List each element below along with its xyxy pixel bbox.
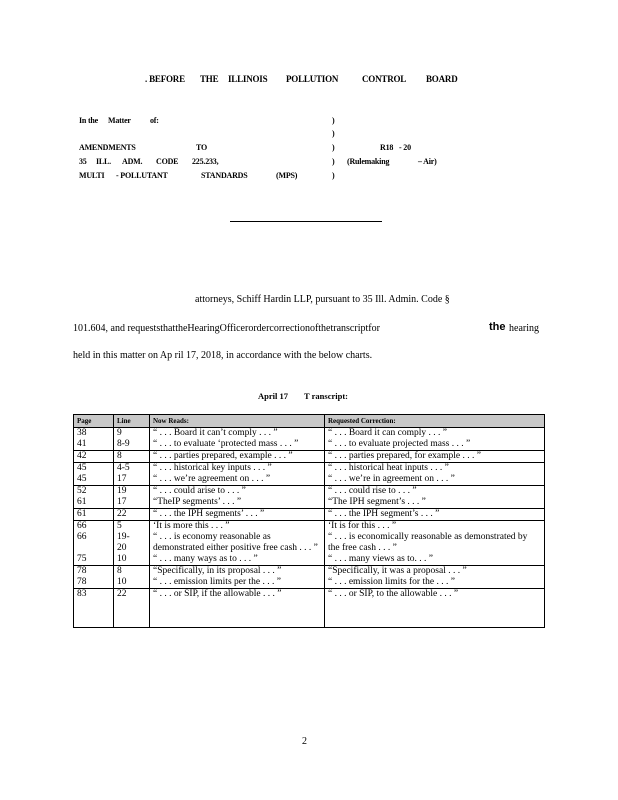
cell-line: 17	[114, 497, 150, 509]
cell-now-reads: “ . . . the IPH segments’ . . . ”	[150, 509, 325, 521]
header-word-illinois: ILLINOIS	[228, 74, 268, 84]
cell-requested-correction: “The IPH segment’s . . . ”	[325, 497, 545, 509]
cell-now-reads: “ . . . Board it can’t comply . . . ”	[150, 428, 325, 440]
cell-page: 83	[74, 589, 114, 628]
caption-amendments: AMENDMENTS	[79, 143, 136, 152]
caption-multi: MULTI	[79, 171, 105, 180]
header-word-the: THE	[200, 74, 219, 84]
cell-now-reads: “ . . . is economy reasonable as demonstrated either positive free cash . . . ”	[150, 532, 325, 554]
cell-now-reads: “TheIP segments’ . . . ”	[150, 497, 325, 509]
cell-page: 66	[74, 521, 114, 533]
caption-rulemaking: (Rulemaking	[347, 157, 390, 166]
cell-requested-correction: “Specifically, it was a proposal . . . ”	[325, 566, 545, 578]
table-row	[74, 439, 545, 451]
table-title-label: T ranscript:	[304, 391, 348, 401]
table-row	[74, 554, 545, 566]
header-requested-correction: Requested Correction:	[325, 415, 545, 428]
cell-line: 5	[114, 521, 150, 533]
cell-page: 78	[74, 566, 114, 578]
cell-now-reads: “ . . . emission limits per the . . . ”	[150, 577, 325, 589]
table-row	[74, 474, 545, 486]
caption-to: TO	[196, 143, 208, 152]
cell-requested-correction: “ . . . or SIP, to the allowable . . . ”	[325, 589, 545, 628]
cell-line: 8-9	[114, 439, 150, 451]
cell-page: 61	[74, 497, 114, 509]
cell-line: 8	[114, 451, 150, 463]
table-header-row	[74, 415, 545, 428]
page-number: 2	[302, 736, 307, 747]
header-page: Page	[74, 415, 114, 428]
cell-page: 52	[74, 486, 114, 498]
body-line-2b: the	[489, 321, 506, 333]
cell-now-reads: “ . . . to evaluate ‘protected mass . . . ”	[150, 439, 325, 451]
caption-section: 225.233,	[192, 157, 219, 166]
cell-now-reads: “Specifically, in its proposal . . . ”	[150, 566, 325, 578]
cell-requested-correction: “ . . . emission limits for the . . . ”	[325, 577, 545, 589]
cell-line: 8	[114, 566, 150, 578]
caption-paren: )	[332, 129, 335, 138]
cell-requested-correction: “ . . . parties prepared, for example . . . ”	[325, 451, 545, 463]
cell-requested-correction: “ . . . many views as to. . . ”	[325, 554, 545, 566]
caption-35: 35	[79, 157, 87, 166]
cell-now-reads: “ . . . could arise to . . . ”	[150, 486, 325, 498]
table-row	[74, 463, 545, 475]
caption-paren: )	[332, 157, 335, 166]
body-line-2a: 101.604, and requeststhattheHearingOfficerordercorrectionofthetranscriptfor	[73, 323, 380, 334]
caption-of: of:	[150, 116, 159, 125]
cell-page: 75	[74, 554, 114, 566]
cell-line: 9	[114, 428, 150, 440]
cell-requested-correction: “ . . . Board it can comply . . . ”	[325, 428, 545, 440]
cell-requested-correction: “ . . . we’re in agreement on . . . ”	[325, 474, 545, 486]
cell-requested-correction: “ . . . is economically reasonable as demonstrated by the free cash . . . ”	[325, 532, 545, 554]
cell-line: 10	[114, 554, 150, 566]
cell-page: 45	[74, 463, 114, 475]
caption-paren: )	[332, 143, 335, 152]
caption-paren: )	[332, 116, 335, 125]
cell-line: 22	[114, 509, 150, 521]
header-word-before: . BEFORE	[145, 74, 185, 84]
header-word-pollution: POLLUTION	[286, 74, 339, 84]
cell-requested-correction: “ . . . could rise to . . . ”	[325, 486, 545, 498]
cell-page: 66	[74, 532, 114, 554]
table-title-date: April 17	[258, 391, 288, 401]
transcript-corrections-table	[73, 414, 545, 628]
caption-pollutant: - POLLUTANT	[116, 171, 168, 180]
table-row	[74, 589, 545, 628]
caption-matter: Matter	[108, 116, 131, 125]
cell-requested-correction: “ . . . the IPH segment’s . . . ”	[325, 509, 545, 521]
cell-page: 78	[74, 577, 114, 589]
table-row	[74, 486, 545, 498]
caption-ill: ILL.	[96, 157, 111, 166]
cell-page: 42	[74, 451, 114, 463]
header-line: Line	[114, 415, 150, 428]
table-row	[74, 428, 545, 440]
cell-line: 17	[114, 474, 150, 486]
cell-now-reads: ‘It is more this . . . ”	[150, 521, 325, 533]
cell-now-reads: “ . . . we’re agreement on . . . ”	[150, 474, 325, 486]
cell-requested-correction: “ . . . to evaluate projected mass . . . ”	[325, 439, 545, 451]
cell-now-reads: “ . . . or SIP, if the allowable . . . ”	[150, 589, 325, 628]
table-row	[74, 521, 545, 533]
cell-now-reads: “ . . . many ways as to . . . ”	[150, 554, 325, 566]
caption-standards: STANDARDS	[201, 171, 248, 180]
cell-line: 22	[114, 589, 150, 628]
table-row	[74, 577, 545, 589]
cell-page: 61	[74, 509, 114, 521]
cell-page: 38	[74, 428, 114, 440]
cell-line: 10	[114, 577, 150, 589]
header-word-board: BOARD	[426, 74, 458, 84]
horizontal-rule	[230, 221, 382, 222]
caption-docket-num: - 20	[399, 143, 411, 152]
caption-mps: (MPS)	[276, 171, 298, 180]
cell-now-reads: “ . . . parties prepared, example . . . ”	[150, 451, 325, 463]
body-line-2c: hearing	[509, 323, 539, 334]
caption-air: – Air)	[418, 157, 437, 166]
cell-line: 19	[114, 486, 150, 498]
cell-page: 41	[74, 439, 114, 451]
table-row	[74, 497, 545, 509]
cell-page: 45	[74, 474, 114, 486]
cell-requested-correction: “ . . . historical heat inputs . . . ”	[325, 463, 545, 475]
body-line-3: held in this matter on Ap ril 17, 2018, in accordance with the below charts.	[73, 350, 373, 361]
cell-now-reads: “ . . . historical key inputs . . . ”	[150, 463, 325, 475]
table-row	[74, 566, 545, 578]
caption-adm: ADM.	[122, 157, 143, 166]
header-word-control: CONTROL	[362, 74, 407, 84]
cell-line: 4-5	[114, 463, 150, 475]
cell-line: 19- 20	[114, 532, 150, 554]
table-row	[74, 509, 545, 521]
caption-paren: )	[332, 171, 335, 180]
table-row	[74, 451, 545, 463]
cell-requested-correction: ‘It is for this . . . ”	[325, 521, 545, 533]
caption-in-the: In the	[79, 116, 99, 125]
table-row	[74, 532, 545, 554]
body-line-1: attorneys, Schiff Hardin LLP, pursuant to 35 Ill. Admin. Code §	[195, 294, 450, 305]
caption-docket: R18	[380, 143, 394, 152]
header-now-reads: Now Reads:	[150, 415, 325, 428]
caption-code: CODE	[156, 157, 179, 166]
